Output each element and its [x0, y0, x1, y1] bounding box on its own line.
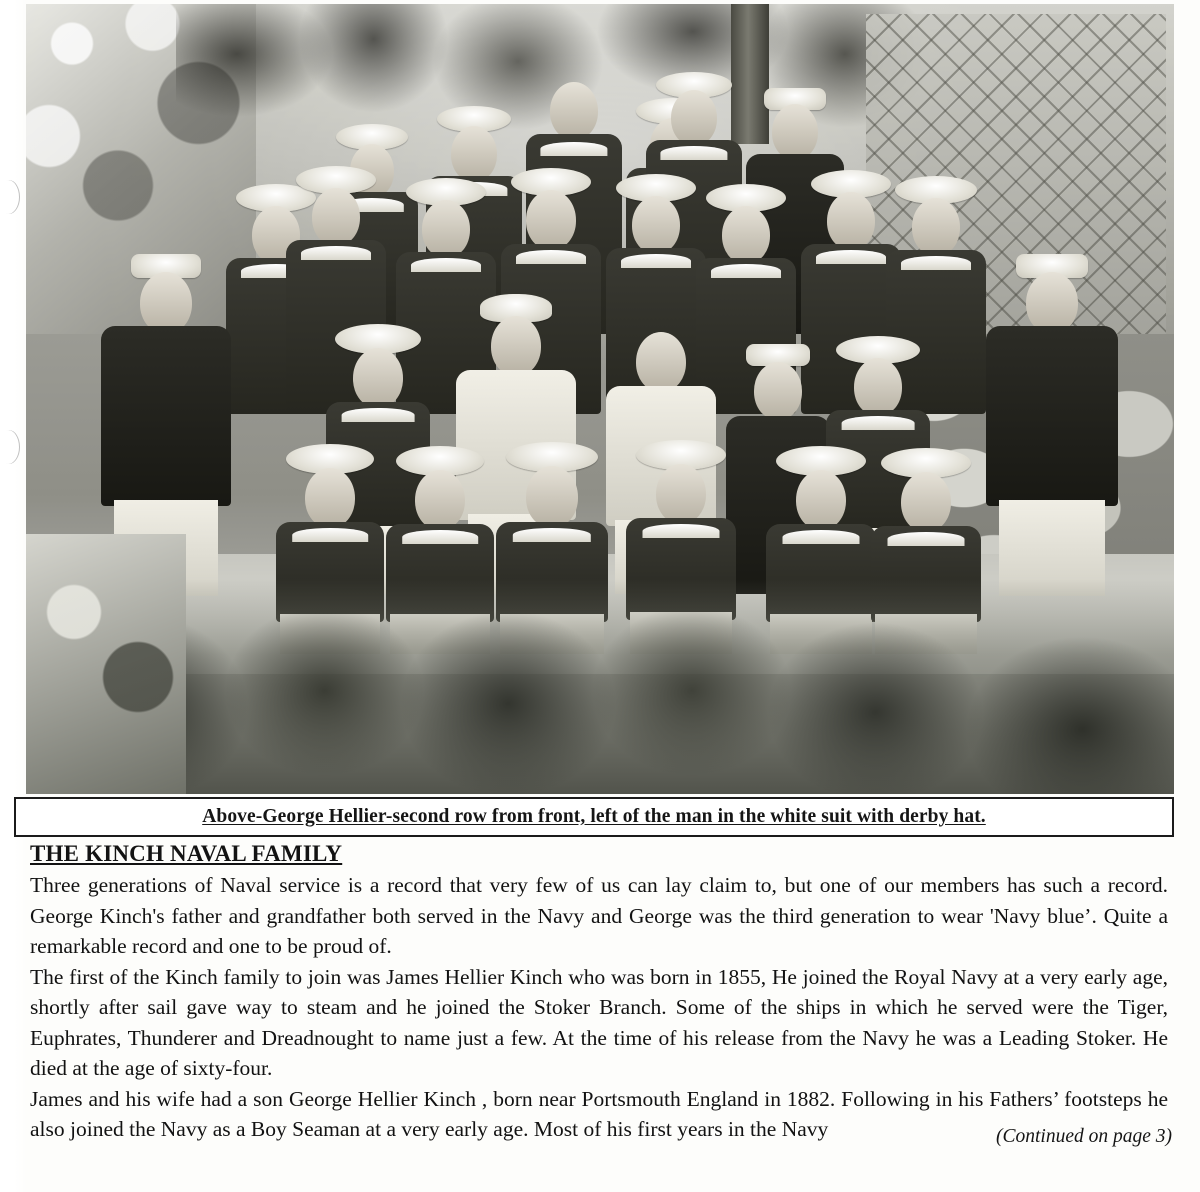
head: [754, 362, 802, 420]
head: [491, 316, 541, 376]
sailor-collar: [643, 524, 720, 538]
head-bearded: [526, 190, 576, 250]
head: [312, 188, 360, 246]
article-body: [30, 841, 1168, 1145]
article-paragraph-2: The first of the Kinch family to join was James Hellier Kinch who was born in 1855, He joined the Royal Navy at a very early age, shortly after sail gave way to steam and he joined the Stoker Branch. Some of the ships in which he served were the Tiger, Euphrates, Thunderer and Dreadnought to name just a few. At the time of his release from the Navy he was a Leading Stoker. He died at the age of sixty-four.: [30, 964, 1168, 1080]
head: [632, 196, 680, 254]
head: [140, 272, 192, 334]
head: [827, 192, 875, 250]
head: [526, 466, 578, 528]
sailor-collar: [783, 530, 860, 544]
article-heading: THE KINCH NAVAL FAMILY: [30, 841, 343, 866]
sailor-collar: [402, 530, 478, 544]
sailor-collar: [888, 532, 965, 546]
head: [422, 200, 470, 258]
photo-caption-text: Above-George Hellier-second row from front, left of the man in the white suit with derby hat.: [202, 806, 986, 827]
article-paragraph-3: James and his wife had a son George Hellier Kinch , born near Portsmouth England in 1882. Following in his Fathers’ footsteps he also joined the Navy as a Boy Seaman at a very early age. Most of his first years in the Navy: [30, 1086, 1168, 1141]
head: [415, 470, 465, 530]
sailor-collar: [342, 408, 415, 422]
continued-note: (Continued on page 3): [995, 1126, 1172, 1147]
group-photograph: [26, 4, 1174, 794]
sailor-collar: [292, 528, 368, 542]
head: [305, 468, 355, 528]
head: [353, 348, 403, 408]
photo-caption-box: [14, 797, 1174, 837]
head: [636, 332, 686, 392]
head: [854, 358, 902, 416]
head: [796, 470, 846, 530]
sailor-collar: [513, 528, 591, 542]
head: [901, 472, 951, 532]
head: [1026, 272, 1078, 334]
hedge-left-shrub: [26, 534, 186, 794]
scan-edge: [0, 0, 26, 1192]
head: [912, 198, 960, 256]
head: [656, 464, 706, 524]
hedge-foreground: [26, 579, 1174, 794]
article-paragraph-1: Three generations of Naval service is a record that very few of us can lay claim to, but one of our members has such a record. George Kinch's father and grandfather both served in the Navy and George was the third generation to wear 'Navy blue’. Quite a remarkable record and one to be proud of.: [30, 873, 1168, 958]
